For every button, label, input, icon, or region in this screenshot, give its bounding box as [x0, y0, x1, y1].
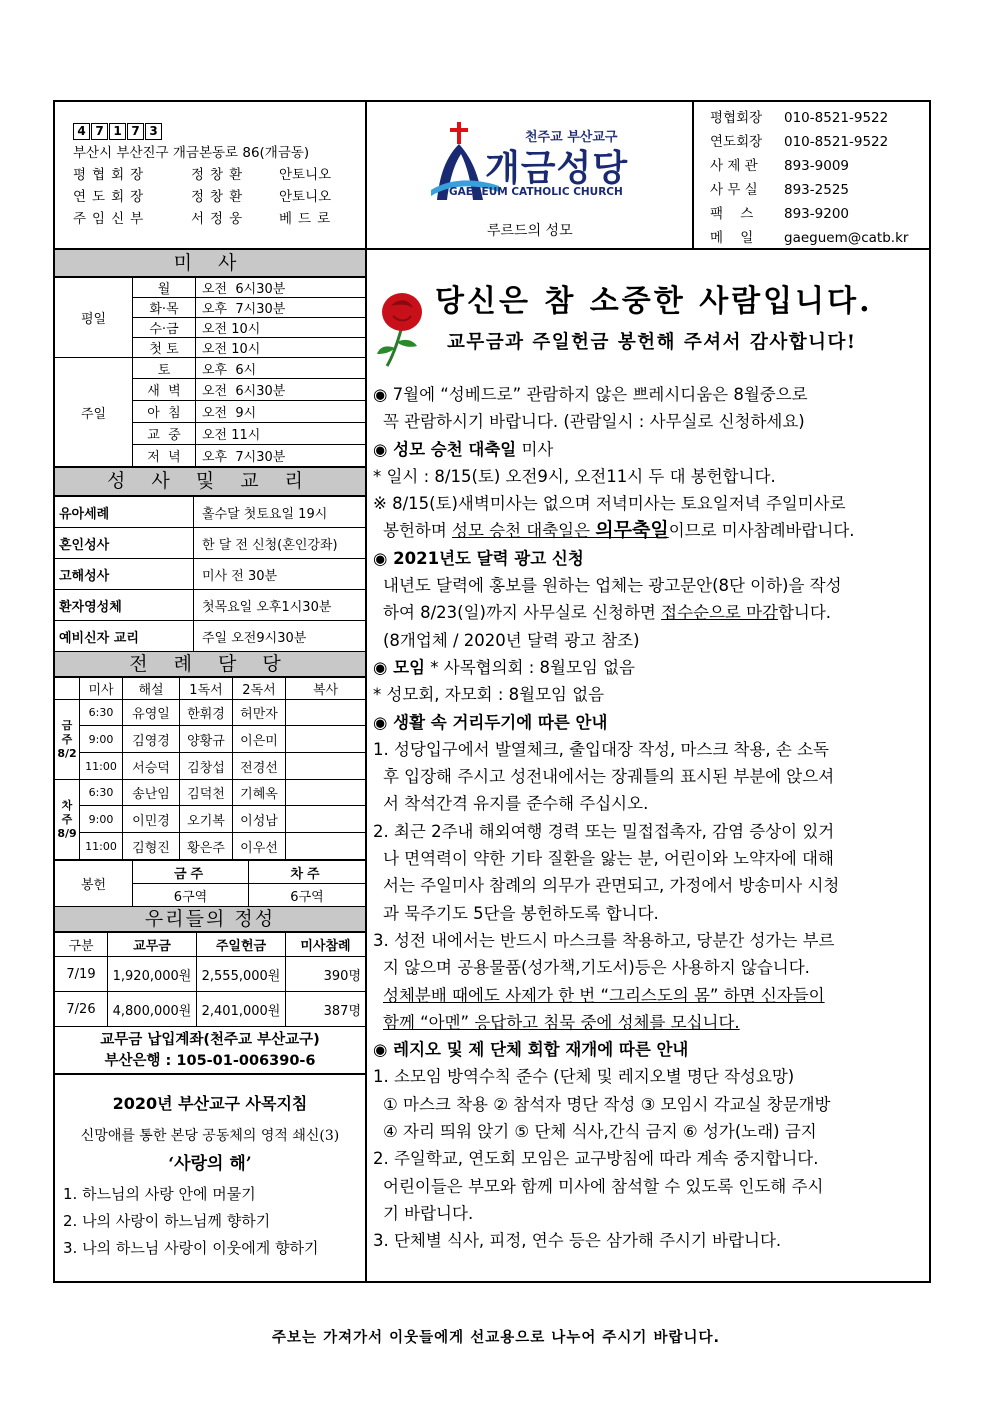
- right-column: [367, 250, 931, 1283]
- footer-note: 주보는 가져가서 이웃들에게 선교용으로 나누어 주시기 바랍니다.: [272, 1330, 720, 1346]
- offering-duty-table: 봉헌 금주 차주 6구역 6구역: [55, 860, 365, 907]
- guideline-title: 2020년 부산교구 사목지침: [112, 1094, 308, 1113]
- notice-heading: ◉ 레지오 및 제 단체 회합 재개에 따른 안내: [373, 1040, 689, 1060]
- patron-title: 루르드의 성모: [487, 223, 573, 239]
- church-logo-block: [367, 102, 694, 250]
- headline-subtitle: 교무금과 주일헌금 봉헌해 주셔서 감사합니다!: [447, 332, 857, 353]
- list-item: 1. 하느님의 사랑 안에 머물기: [63, 1185, 256, 1203]
- contact-row: 연도회장 010-8521-9522: [710, 134, 889, 150]
- officer-row: 평협회장 정창환 안토니오: [73, 167, 332, 183]
- contact-row: 메 일 gaeguem@catb.kr: [710, 230, 909, 246]
- officer-row: 주임신부 서정웅 베드로: [73, 211, 337, 227]
- rose-icon: [371, 286, 431, 368]
- church-name: 개금성당: [485, 148, 629, 189]
- contact-row: 팩 스 893-9200: [710, 206, 849, 222]
- liturgy-title: 전 례 담 당: [55, 652, 365, 677]
- notice-heading: ◉ 성모 승천 대축일 미사: [373, 439, 554, 459]
- guideline-items: [55, 1181, 365, 1262]
- sacraments-table: 유아세례 홀수달 첫토요일 19시 혼인성사 한 달 전 신청(혼인강좌) 고해성사 미사 전 30분 환자영성체 첫목요일 오후1시30분 예비신자 교리 주일 오전9시30분: [55, 496, 365, 652]
- left-column: [55, 250, 367, 1283]
- postal-code: 4 7 1 7 3: [73, 120, 353, 142]
- mass-schedule-table: 평일 월 오전 6시30분 화·목 오후 7시30분 수·금 오전 10시 첫 토 오전 10시 주일 토 오후 6시 새 벽 오전 6시30분 아 침 오전 9시 교 중 오전 11시 저 녁 오후 7시30분: [55, 277, 365, 467]
- contact-row: 사 제 관 893-9009: [710, 158, 849, 174]
- notice-heading: ◉ 모임 * 사목협의회 : 8월모임 없음: [373, 657, 635, 677]
- contact-row: 사 무 실 893-2525: [710, 182, 849, 198]
- parish-info: [55, 102, 367, 250]
- guideline-subtitle: 신망애를 통한 본당 공동체의 영적 쇄신(3): [80, 1128, 340, 1144]
- bulletin-frame: [53, 100, 931, 1283]
- list-item: 2. 나의 사랑이 하느님께 향하기: [63, 1212, 271, 1230]
- notice-heading: ◉ 생활 속 거리두기에 따른 안내: [373, 712, 608, 732]
- diocese-label: 천주교 부산교구: [525, 130, 618, 145]
- offerings-table: 구분 교무금 주일헌금 미사참례 7/19 1,920,000원 2,555,000원 390명 7/26 4,800,000원 2,401,000원 387명: [55, 932, 365, 1027]
- notice-heading: ◉ 2021년도 달력 광고 신청: [373, 548, 584, 568]
- church-name-en: GAEGEUM CATHOLIC CHURCH: [449, 186, 623, 198]
- officer-row: 연도회장 정창환 안토니오: [73, 189, 332, 205]
- guideline-year-name: ‘사랑의 해’: [168, 1154, 252, 1174]
- contact-list: [694, 102, 931, 250]
- liturgy-table: 미사 해설 1독서 2독서 복사 금 주 8/2 6:30 유영일 한휘경 허만자 9:00 김영경 양황규 이은미 11:00 서승덕 김창섭 전경선 차 주 8/9 6:30 송난임 김덕천 기혜옥 9:00 이민경 오기복 이성남 11:00 김형진 황은주 이우선: [55, 677, 365, 860]
- notice-body: ◉ 7월에 “성베드로” 관람하지 않은 쁘레시디움은 8월중으로 꼭 관람하시기 바랍니다. (관람일시 : 사무실로 신청하세요) ◉ 성모 승천 대축일 미사 * 일시 : 8/15(토) 오전9시, 오전11시 두 대 봉헌합니다. ※ 8/15(토)새벽미사는 없으며 저녁미사는 토요일저녁 주일미사로 봉헌하며 성모 승천 대축일은 의무축일이므로 미사참례바랍니다. ◉ 2021년도 달력 광고 신청 내년도 달력에 홍보를 원하는 업체는 광고문안(8단 이하)을 작성 하여 8/23(일)까지 사무실로 신청하면 접수순으로 마감합니다. (8개업체 / 2020년 달력 광고 참조) ◉ 모임 * 사목협의회 : 8월모임 없음 * 성모회, 자모회 : 8월모임 없음 ◉ 생활 속 거리두기에 따른 안내 1. 성당입구에서 발열체크, 출입대장 작성, 마스크 착용, 손 소독 후 입장해 주시고 성전내에서는 장궤틀의 표시된 부분에 앉으셔 서 착석간격 유지를 준수해 주십시오. 2. 최근 2주내 해외여행 경력 또는 밀접접촉자, 감염 증상이 있거 나 면역력이 약한 기타 질환을 앓는 분, 어린이와 노약자에 대해 서는 주일미사 참례의 의무가 관면되고, 가정에서 방송미사 시청 과 묵주기도 5단을 봉헌하도록 합니다. 3. 성전 내에서는 반드시 마스크를 착용하고, 당분간 성가는 부르 지 않으며 공용물품(성가책,기도서)등은 사용하지 않습니다. 성체분배 때에도 사제가 한 번 “그리스도의 몸” 하면 신자들이 함께 “아멘” 응답하고 침묵 중에 성체를 모십니다. ◉ 레지오 및 제 단체 회합 재개에 따른 안내 1. 소모임 방역수칙 준수 (단체 및 레지오별 명단 작성요망) ① 마스크 착용 ② 참석자 명단 작성 ③ 모임시 각교실 창문개방 ④ 자리 띄워 앉기 ⑤ 단체 식사,간식 금지 ⑥ 성가(노래) 금지 2. 주일학교, 연도회 모임은 교구방침에 따라 계속 중지합니다. 어린이들은 부모와 함께 미사에 참석할 수 있도록 인도해 주시 기 바랍니다. 3. 단체별 식사, 피정, 연수 등은 삼가해 주시기 바랍니다.: [373, 381, 929, 1255]
- list-item: 3. 나의 하느님 사랑이 이웃에게 향하기: [63, 1239, 319, 1257]
- account-info: 교무금 납입계좌(천주교 부산교구) 부산은행 : 105-01-006390-6: [55, 1027, 365, 1075]
- offerings-title: 우리들의 정성: [55, 907, 365, 932]
- sunday-label: 주일: [55, 358, 133, 467]
- contact-row: 평협회장 010-8521-9522: [710, 110, 889, 126]
- mass-title: 미 사: [55, 250, 365, 277]
- sacraments-title: 성 사 및 교 리: [55, 467, 365, 496]
- address: 부산시 부산진구 개금본동로 86(개금동): [73, 145, 310, 161]
- weekday-label: 평일: [55, 278, 133, 358]
- headline-title: 당신은 참 소중한 사람입니다.: [435, 284, 873, 319]
- guideline-block: [55, 1075, 365, 1262]
